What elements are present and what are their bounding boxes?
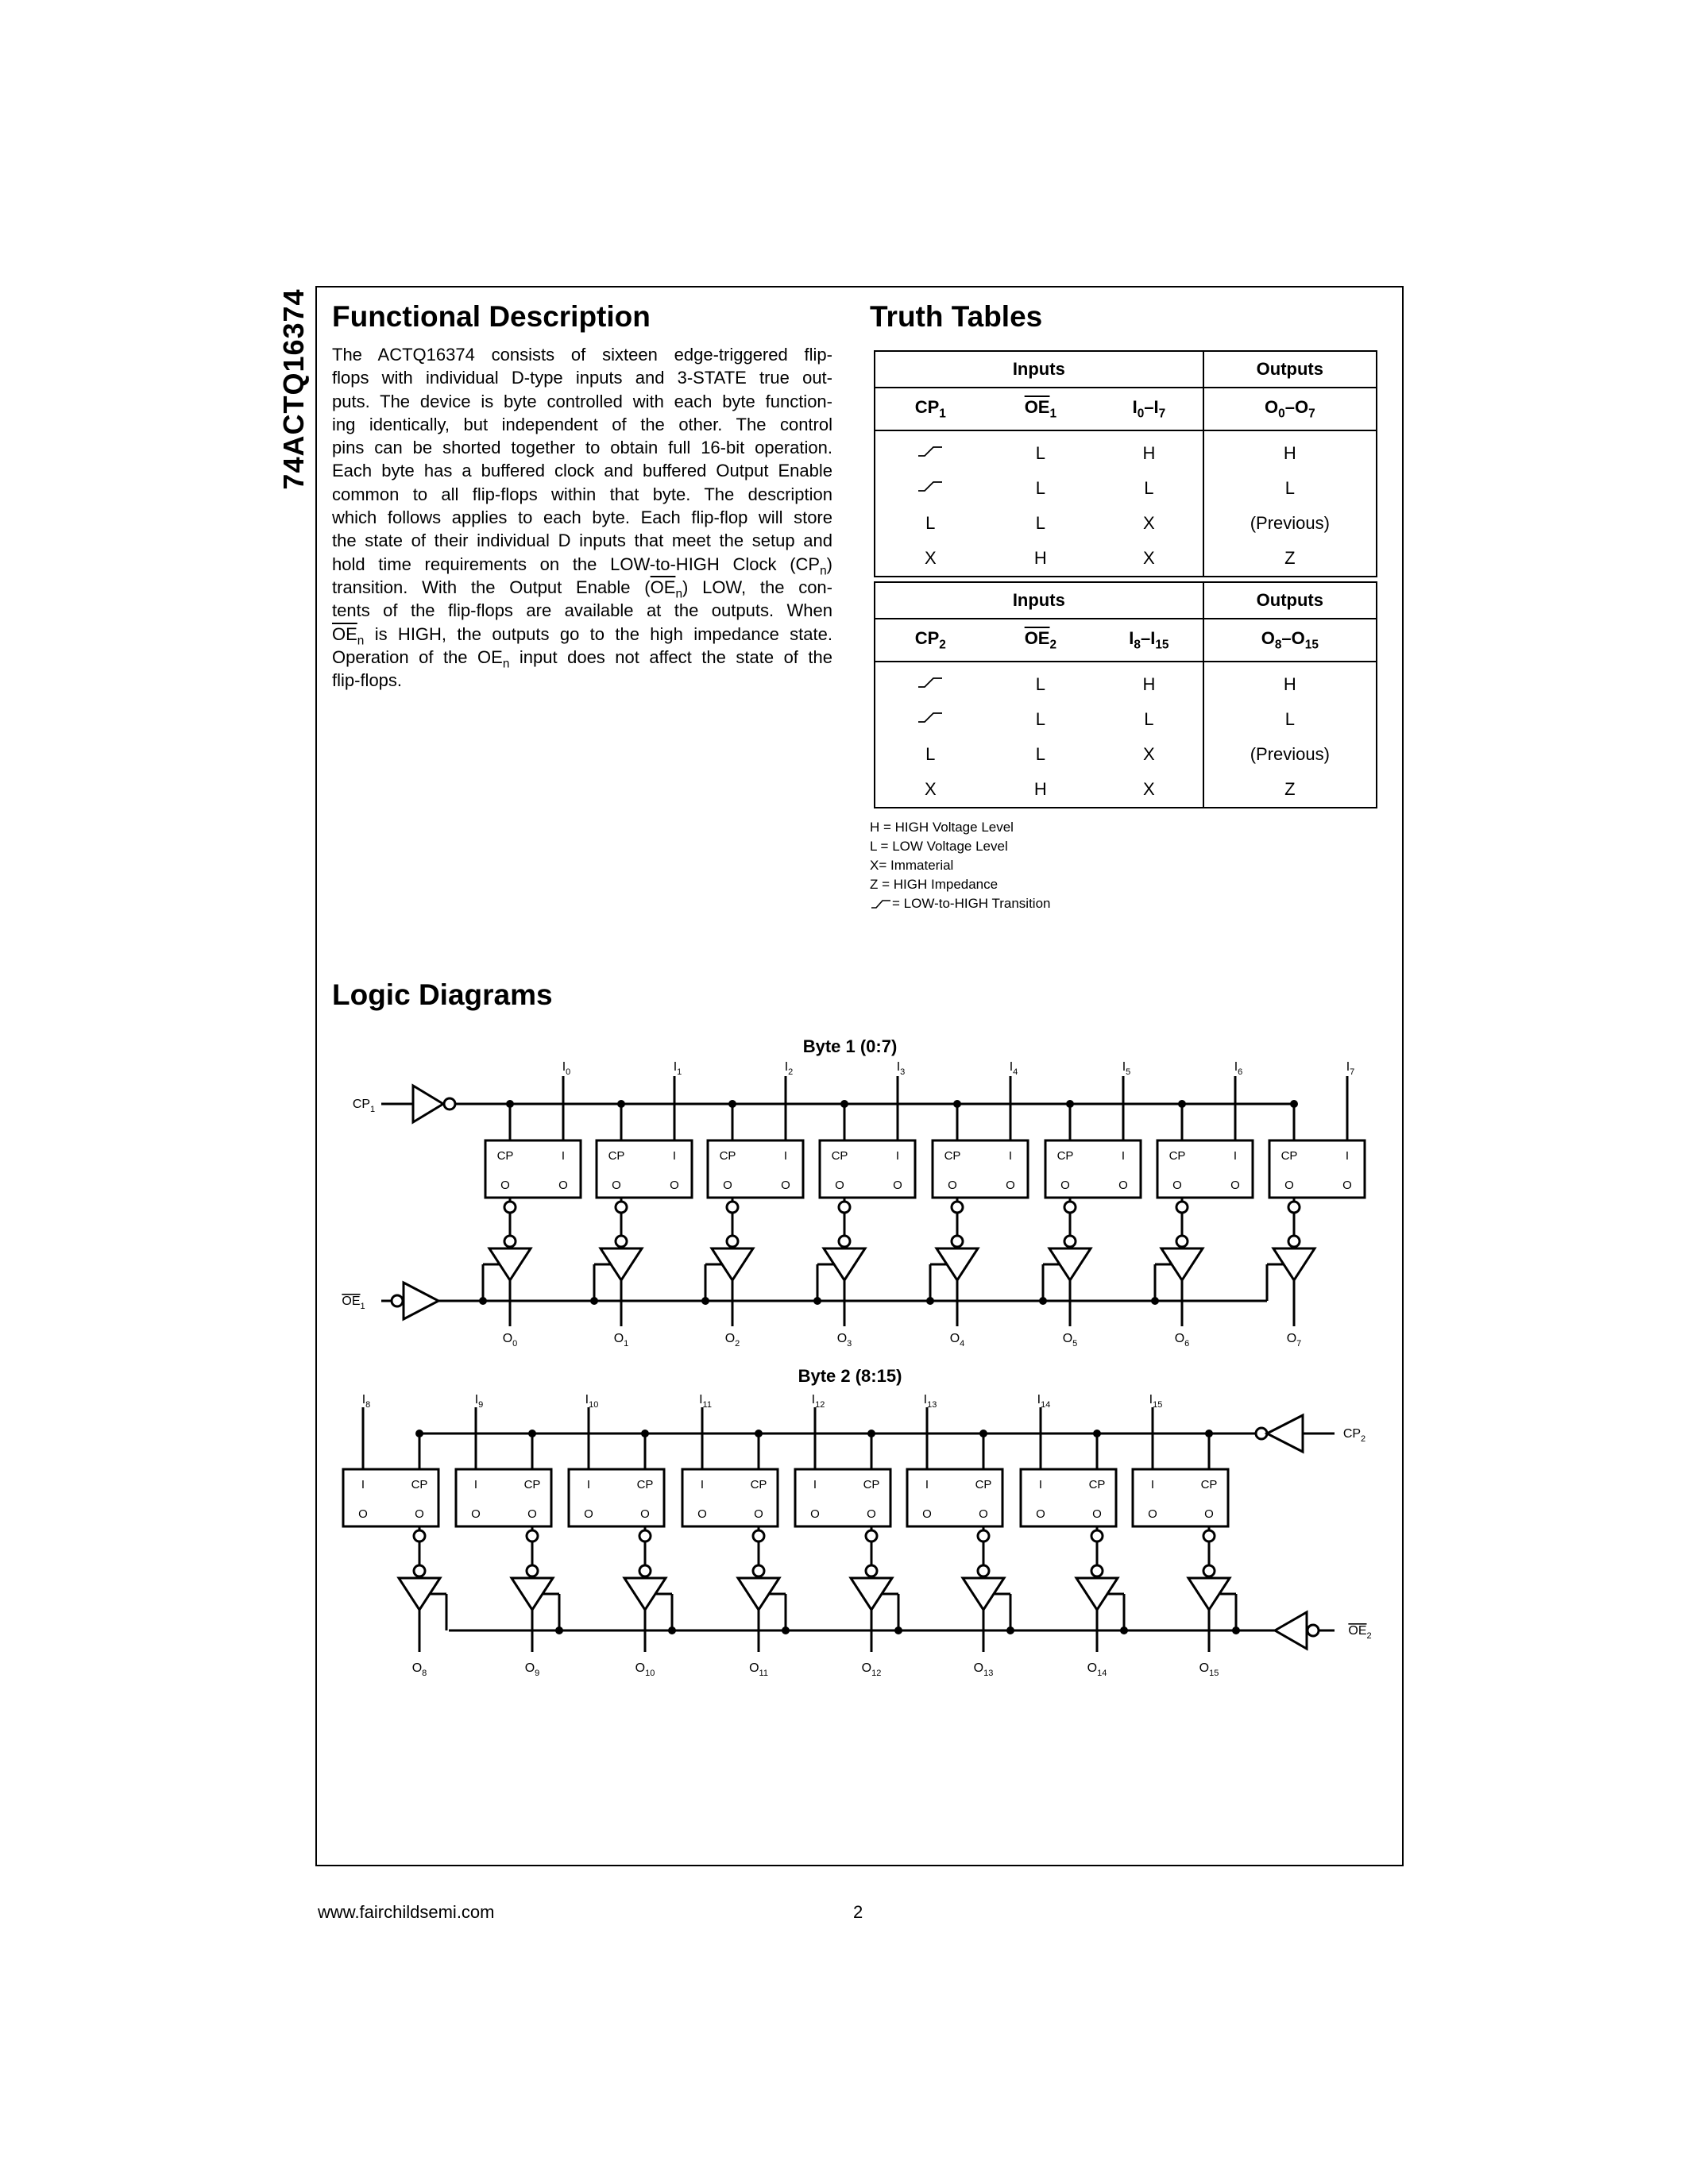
output-label: $O_3$ [836, 1332, 852, 1349]
inversion-bubble [504, 1202, 516, 1213]
output-label: $O_{11}$ [749, 1661, 768, 1678]
para-line: Operation of the $OE_n$ input does not affect the state of the [332, 646, 832, 671]
flip-flop-i-label: I [672, 1149, 677, 1163]
inversion-bubble [1288, 1202, 1300, 1213]
flip-flop-o-label: O [527, 1507, 537, 1521]
flip-flop-cp-label: CP [831, 1149, 848, 1163]
oe-buffer [1275, 1612, 1307, 1649]
junction-dot [926, 1297, 934, 1305]
flip-flop-o-label: O [1036, 1507, 1045, 1521]
para-line: which follows applies to each byte. Each flip-flop will store [332, 507, 832, 528]
flip-flop-i-label: I [895, 1149, 900, 1163]
input-label: $I_{14}$ [1037, 1393, 1051, 1410]
output-label: $O_7$ [1286, 1332, 1302, 1349]
legend-item: X= Immaterial [870, 858, 954, 873]
inversion-bubble [1064, 1202, 1076, 1213]
oe2-label: $OE_2$ [1348, 1624, 1372, 1641]
flip-flop-cp-label: CP [636, 1478, 654, 1491]
oe-cell: L [1035, 674, 1045, 694]
inversion-bubble [639, 1530, 651, 1542]
inversion-bubble [839, 1236, 850, 1247]
output-label: $O_0$ [502, 1332, 518, 1349]
output-label: $O_{12}$ [861, 1661, 882, 1678]
para-line: Each byte has a buffered clock and buffered Output Enable [332, 461, 832, 481]
input-column-header: $I_8-I_{15}$ [1095, 619, 1203, 662]
inversion-bubble [504, 1236, 516, 1247]
flip-flop-cp-label: CP [496, 1149, 514, 1163]
input-label: $I_{10}$ [585, 1393, 599, 1410]
cp-cell: L [875, 737, 986, 772]
cp-column-header: $CP_2$ [875, 619, 986, 662]
para-line: $\overline{OE}_n$ is HIGH, the outputs go to the high impedance state. [332, 623, 832, 647]
input-cell: X [1095, 772, 1203, 808]
inversion-bubble [444, 1098, 455, 1109]
flip-flop-cp-label: CP [523, 1478, 541, 1491]
flip-flop-cp-label: CP [863, 1478, 880, 1491]
flip-flop-i-label: I [1233, 1149, 1238, 1163]
junction-dot [701, 1297, 709, 1305]
junction-dot [1039, 1297, 1047, 1305]
inversion-bubble [866, 1565, 877, 1576]
para-line: pins can be shorted together to obtain full 16-bit operation. [332, 438, 832, 458]
flip-flop-o-label: O [810, 1507, 820, 1521]
legend-item: L = LOW Voltage Level [870, 839, 1008, 854]
oe-cell: L [1035, 478, 1045, 498]
flip-flop-o-label: O [979, 1507, 988, 1521]
inversion-bubble [1203, 1565, 1215, 1576]
flip-flop-o-label: O [471, 1507, 481, 1521]
inversion-bubble [1308, 1625, 1319, 1636]
output-cell: (Previous) [1203, 506, 1377, 541]
oe-column-header: $\overline{OE}_1$ [1024, 396, 1057, 421]
input-column-header: $I_0-I_7$ [1095, 388, 1203, 430]
flip-flop-cp-label: CP [1280, 1149, 1298, 1163]
inversion-bubble [1176, 1202, 1188, 1213]
junction-dot [1120, 1626, 1128, 1634]
para-line: the state of their individual D inputs that meet the setup and [332, 531, 832, 551]
flip-flop-o-label: O [1060, 1179, 1070, 1192]
junction-dot [555, 1626, 563, 1634]
inversion-bubble [616, 1202, 627, 1213]
oe-cell: L [1035, 443, 1045, 463]
flip-flop-o-label: O [893, 1179, 902, 1192]
flip-flop-i-label: I [586, 1478, 591, 1491]
cp2-label: $CP_2$ [1342, 1427, 1366, 1444]
input-label: $I_7$ [1346, 1060, 1355, 1077]
flip-flop-o-label: O [1118, 1179, 1128, 1192]
flip-flop-i-label: I [1038, 1478, 1043, 1491]
inversion-bubble [414, 1530, 425, 1542]
inversion-bubble [978, 1565, 989, 1576]
footer-url: www.fairchildsemi.com [318, 1902, 495, 1922]
inversion-bubble [753, 1530, 764, 1542]
flip-flop-o-label: O [1006, 1179, 1015, 1192]
logic-diagrams-heading: Logic Diagrams [332, 978, 553, 1011]
input-label: $I_0$ [562, 1060, 571, 1077]
page-number: 2 [853, 1902, 863, 1922]
inversion-bubble [1288, 1236, 1300, 1247]
inversion-bubble [392, 1295, 403, 1306]
inversion-bubble [616, 1236, 627, 1247]
flip-flop-cp-label: CP [1200, 1478, 1218, 1491]
clock-buffer [1267, 1415, 1303, 1452]
flip-flop-cp-label: CP [944, 1149, 961, 1163]
junction-dot [782, 1626, 790, 1634]
inputs-header: Inputs [875, 582, 1203, 619]
flip-flop-i-label: I [1008, 1149, 1013, 1163]
output-label: $O_{15}$ [1199, 1661, 1219, 1678]
inversion-bubble [839, 1202, 850, 1213]
flip-flop-o-label: O [1172, 1179, 1182, 1192]
para-line: The ACTQ16374 consists of sixteen edge-triggered flip- [332, 345, 832, 365]
oe-buffer [404, 1283, 438, 1319]
inversion-bubble [639, 1565, 651, 1576]
inversion-bubble [527, 1565, 538, 1576]
outputs-header: Outputs [1203, 351, 1377, 388]
output-label: $O_9$ [524, 1661, 540, 1678]
para-line: puts. The device is byte controlled with each byte function- [332, 391, 832, 411]
flip-flop-o-label: O [922, 1507, 932, 1521]
output-cell: L [1203, 471, 1377, 506]
inputs-header: Inputs [875, 351, 1203, 388]
flip-flop-cp-label: CP [1088, 1478, 1106, 1491]
flip-flop-i-label: I [1345, 1149, 1350, 1163]
flip-flop-o-label: O [1284, 1179, 1294, 1192]
junction-dot [813, 1297, 821, 1305]
input-cell: H [1095, 430, 1203, 471]
output-label: $O_4$ [949, 1332, 965, 1349]
input-label: $I_{15}$ [1149, 1393, 1163, 1410]
byte1-title: Byte 1 (0:7) [802, 1036, 898, 1056]
para-line: ing identically, but independent of the other. The control [332, 414, 832, 434]
para-line: flip-flops. [332, 670, 403, 691]
junction-dot [1151, 1297, 1159, 1305]
input-label: $I_1$ [673, 1060, 682, 1077]
output-label: $O_{14}$ [1087, 1661, 1107, 1678]
input-cell: X [1095, 506, 1203, 541]
flip-flop-cp-label: CP [411, 1478, 428, 1491]
oe-column-header: $\overline{OE}_2$ [1024, 627, 1057, 652]
input-label: $I_8$ [361, 1393, 371, 1410]
output-label: $O_6$ [1174, 1332, 1190, 1349]
flip-flop-i-label: I [1150, 1478, 1155, 1491]
inversion-bubble [952, 1236, 963, 1247]
outputs-header: Outputs [1203, 582, 1377, 619]
truth-tables-heading: Truth Tables [870, 300, 1043, 333]
inversion-bubble [952, 1202, 963, 1213]
input-cell: X [1095, 541, 1203, 577]
flip-flop-o-label: O [1342, 1179, 1352, 1192]
inversion-bubble [727, 1202, 738, 1213]
flip-flop-o-label: O [754, 1507, 763, 1521]
cp-column-header: $CP_1$ [875, 388, 986, 430]
flip-flop-cp-label: CP [975, 1478, 992, 1491]
inversion-bubble [1176, 1236, 1188, 1247]
flip-flop-o-label: O [670, 1179, 679, 1192]
inversion-bubble [753, 1565, 764, 1576]
flip-flop-o-label: O [415, 1507, 424, 1521]
junction-dot [590, 1297, 598, 1305]
output-label: $O_{13}$ [973, 1661, 994, 1678]
flip-flop-i-label: I [813, 1478, 817, 1491]
input-label: $I_4$ [1009, 1060, 1018, 1077]
oe-cell: L [1035, 744, 1045, 764]
flip-flop-o-label: O [640, 1507, 650, 1521]
output-label: $O_5$ [1062, 1332, 1078, 1349]
flip-flop-o-label: O [1148, 1507, 1157, 1521]
input-label: $I_5$ [1122, 1060, 1131, 1077]
inversion-bubble [866, 1530, 877, 1542]
inversion-bubble [727, 1236, 738, 1247]
para-line: common to all flip-flops within that byte. The description [332, 484, 832, 504]
flip-flop-o-label: O [1092, 1507, 1102, 1521]
para-line: flops with individual D-type inputs and 3-STATE true out- [332, 368, 832, 388]
flip-flop-i-label: I [361, 1478, 365, 1491]
input-cell: L [1095, 702, 1203, 737]
output-column-header: $O_8-O_{15}$ [1203, 619, 1377, 662]
flip-flop-cp-label: CP [1168, 1149, 1186, 1163]
part-number-label: 74ACTQ16374 [277, 288, 310, 490]
inversion-bubble [1091, 1530, 1103, 1542]
flip-flop-i-label: I [783, 1149, 788, 1163]
junction-dot [479, 1297, 487, 1305]
flip-flop-i-label: I [1121, 1149, 1126, 1163]
junction-dot [1232, 1626, 1240, 1634]
input-label: $I_{12}$ [811, 1393, 825, 1410]
flip-flop-o-label: O [358, 1507, 368, 1521]
flip-flop-i-label: I [473, 1478, 478, 1491]
legend-item: H = HIGH Voltage Level [870, 820, 1014, 835]
legend-item: Z = HIGH Impedance [870, 877, 999, 892]
flip-flop-o-label: O [1204, 1507, 1214, 1521]
para-line: transition. With the Output Enable $(\overline{OE}_n)$ LOW, the con- [332, 577, 832, 601]
output-column-header: $O_0-O_7$ [1203, 388, 1377, 430]
para-line: tents of the flip-flops are available at the outputs. When [332, 600, 832, 621]
output-label: $O_8$ [411, 1661, 427, 1678]
cp-cell: X [875, 772, 986, 808]
byte2-title: Byte 2 (8:15) [798, 1366, 902, 1386]
flip-flop-i-label: I [700, 1478, 705, 1491]
flip-flop-i-label: I [925, 1478, 929, 1491]
oe-cell: L [1035, 709, 1045, 729]
inversion-bubble [1203, 1530, 1215, 1542]
flip-flop-o-label: O [723, 1179, 732, 1192]
flip-flop-cp-label: CP [1056, 1149, 1074, 1163]
input-label: $I_3$ [896, 1060, 906, 1077]
input-cell: H [1095, 662, 1203, 702]
flip-flop-cp-label: CP [750, 1478, 767, 1491]
input-cell: L [1095, 471, 1203, 506]
output-cell: Z [1203, 772, 1377, 808]
oe1-label: $OE_1$ [342, 1295, 365, 1311]
flip-flop-o-label: O [500, 1179, 510, 1192]
flip-flop-o-label: O [558, 1179, 568, 1192]
flip-flop-o-label: O [697, 1507, 707, 1521]
output-cell: (Previous) [1203, 737, 1377, 772]
input-label: $I_2$ [784, 1060, 794, 1077]
inversion-bubble [414, 1565, 425, 1576]
flip-flop-o-label: O [612, 1179, 621, 1192]
output-label: $O_{10}$ [635, 1661, 655, 1678]
output-label: $O_2$ [724, 1332, 740, 1349]
functional-description-heading: Functional Description [332, 300, 651, 333]
flip-flop-o-label: O [781, 1179, 790, 1192]
inversion-bubble [527, 1530, 538, 1542]
clock-buffer [413, 1086, 443, 1122]
input-label: $I_6$ [1234, 1060, 1243, 1077]
input-label: $I_9$ [474, 1393, 484, 1410]
flip-flop-o-label: O [584, 1507, 593, 1521]
input-label: $I_{13}$ [923, 1393, 937, 1410]
junction-dot [894, 1626, 902, 1634]
output-cell: Z [1203, 541, 1377, 577]
legend-item: = LOW-to-HIGH Transition [870, 894, 1051, 913]
input-label: $I_{11}$ [699, 1393, 712, 1410]
flip-flop-o-label: O [835, 1179, 844, 1192]
input-cell: X [1095, 737, 1203, 772]
oe-cell: L [1035, 513, 1045, 533]
inversion-bubble [1064, 1236, 1076, 1247]
junction-dot [1006, 1626, 1014, 1634]
flip-flop-i-label: I [561, 1149, 566, 1163]
output-cell: H [1203, 662, 1377, 702]
output-cell: H [1203, 430, 1377, 471]
flip-flop-cp-label: CP [719, 1149, 736, 1163]
flip-flop-cp-label: CP [608, 1149, 625, 1163]
flip-flop-o-label: O [948, 1179, 957, 1192]
output-label: $O_1$ [613, 1332, 629, 1349]
para-line: hold time requirements on the LOW-to-HIGH Clock $(CP_n)$ [332, 554, 832, 578]
oe-cell: H [1033, 548, 1047, 568]
cp-cell: X [875, 541, 986, 577]
cp-cell: L [875, 506, 986, 541]
inversion-bubble [1091, 1565, 1103, 1576]
flip-flop-o-label: O [1230, 1179, 1240, 1192]
junction-dot [668, 1626, 676, 1634]
flip-flop-o-label: O [867, 1507, 876, 1521]
output-cell: L [1203, 702, 1377, 737]
oe-cell: H [1033, 779, 1047, 799]
cp1-label: $CP_1$ [352, 1098, 376, 1114]
inversion-bubble [978, 1530, 989, 1542]
